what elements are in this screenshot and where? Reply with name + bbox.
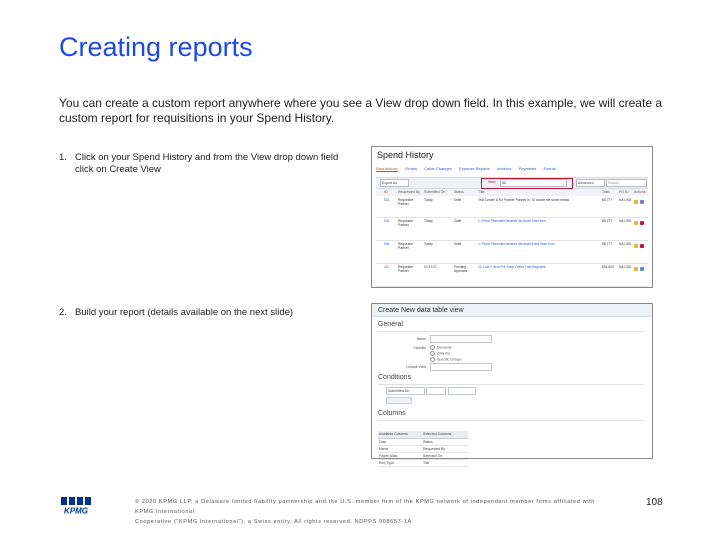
- col-po-id: PO ID: [619, 190, 629, 194]
- columns-table-header: [378, 431, 468, 439]
- row-submitted-on: Today: [424, 219, 433, 223]
- row-id[interactable]: 111: [384, 265, 390, 269]
- selected-column[interactable]: Title: [423, 461, 430, 465]
- edit-icon[interactable]: [634, 200, 638, 204]
- divider: [378, 420, 644, 421]
- columns-row[interactable]: [378, 439, 468, 446]
- delete-icon[interactable]: [640, 244, 644, 248]
- conditions-section-title: Conditions: [378, 374, 412, 381]
- search-input[interactable]: Search: [606, 179, 647, 187]
- table-row[interactable]: [376, 264, 648, 287]
- col-total: Total: [602, 190, 610, 194]
- row-po-id: NA USD: [619, 198, 632, 202]
- row-id[interactable]: 536: [384, 242, 390, 246]
- columns-table: [378, 431, 468, 467]
- tab-requisitions[interactable]: Requisitions: [376, 166, 398, 171]
- view-dropdown[interactable]: All: [500, 179, 567, 187]
- row-po-id: NA USD: [619, 219, 632, 223]
- row-id[interactable]: 532: [384, 219, 390, 223]
- visibility-label: Visibility: [413, 346, 426, 350]
- default-view-label: Default View: [406, 365, 426, 369]
- col-status: Status: [454, 190, 464, 194]
- tab-payments[interactable]: Payments: [518, 166, 537, 171]
- logo-wordmark: KPMG: [64, 506, 88, 516]
- col-id: ID: [384, 190, 388, 194]
- condition-value-select[interactable]: [448, 387, 476, 395]
- row-requested-by: Requester Partner: [398, 242, 414, 250]
- spend-history-screenshot: [371, 146, 653, 288]
- available-column[interactable]: Name: [379, 447, 389, 451]
- row-submitted-on: Today: [424, 198, 433, 202]
- available-column[interactable]: Date: [379, 440, 387, 444]
- row-po-id: NA USD: [619, 265, 632, 269]
- default-view-select[interactable]: [430, 363, 492, 371]
- copy-icon[interactable]: [640, 200, 644, 204]
- row-status: Pending Approval: [454, 265, 468, 273]
- row-title[interactable]: 1. Fixed Pessimist Iterative tile Audit Extra Start form: [478, 242, 555, 246]
- col-submitted-on: Submitted On: [424, 190, 446, 194]
- condition-field-select[interactable]: Submitted On: [386, 387, 425, 395]
- row-status: Draft: [454, 219, 462, 223]
- kpmg-logo: [60, 496, 92, 515]
- table-header: [376, 189, 648, 196]
- edit-icon[interactable]: [634, 267, 638, 271]
- row-status: Draft: [454, 242, 462, 246]
- available-columns-header: Available Columns: [379, 432, 408, 436]
- columns-section-title: Columns: [378, 410, 406, 417]
- edit-icon[interactable]: [634, 244, 638, 248]
- col-title: Title: [478, 190, 485, 194]
- tab-expense-reports[interactable]: Expense Reports: [458, 166, 490, 171]
- tab-orders[interactable]: Orders: [404, 166, 418, 171]
- row-total: $5,777: [602, 219, 613, 223]
- radio-label: Specific Groups: [437, 357, 462, 362]
- step-number: 2.: [59, 307, 67, 318]
- row-status: Draft: [454, 198, 462, 202]
- tab-invoices[interactable]: Invoices: [496, 166, 512, 171]
- table-row[interactable]: [376, 241, 648, 264]
- col-requested-by: Requested By: [398, 190, 420, 194]
- name-field[interactable]: [430, 335, 492, 343]
- create-view-title: Create New data table view: [372, 304, 652, 317]
- available-column[interactable]: Payee Alias: [379, 454, 398, 458]
- advanced-button[interactable]: Advanced: [576, 179, 605, 187]
- spend-history-title: Spend History: [377, 150, 434, 160]
- general-section-title: General: [378, 321, 403, 328]
- row-total: $51,900: [602, 265, 614, 269]
- visibility-option[interactable]: [430, 357, 462, 362]
- available-column[interactable]: Req Type: [379, 461, 394, 465]
- export-select[interactable]: Export As: [380, 179, 409, 187]
- tab-cable-changes[interactable]: Cable Changes: [424, 166, 452, 171]
- name-label: Name: [416, 337, 426, 341]
- edit-icon[interactable]: [634, 221, 638, 225]
- create-view-screenshot: [371, 303, 653, 465]
- selected-column[interactable]: Requested By: [423, 447, 445, 451]
- selected-column[interactable]: Selected On: [423, 454, 443, 458]
- step-text: Click on your Spend History and from the View drop down field click on Create View: [75, 152, 339, 175]
- table-row[interactable]: [376, 197, 648, 218]
- visibility-option[interactable]: [430, 351, 450, 356]
- step-1: [59, 152, 359, 176]
- row-title[interactable]: 11. Line 2 Item Pre Shop Offers Trial Segment: [478, 265, 546, 269]
- row-submitted-on: Today: [424, 242, 433, 246]
- legal-line: Cooperative ("KPMG International"), a Swiss entity. All rights reserved. NDPPS 908657-1A: [135, 519, 412, 525]
- legal-line: © 2020 KPMG LLP, a Delaware limited liability partnership and the U.S. member firm of the KPMG network of independent member firms affiliated with KPMG International: [135, 499, 595, 515]
- row-requested-by: Requester Partner: [398, 198, 414, 206]
- columns-row[interactable]: [378, 460, 468, 467]
- row-total: $5,777: [602, 242, 613, 246]
- intro-text: You can create a custom report anywhere where you see a View drop down field. In this example, we will create a custom report for requisitions in your Spend History.: [59, 96, 662, 125]
- columns-row[interactable]: [378, 453, 468, 460]
- selected-column[interactable]: Status: [423, 440, 433, 444]
- divider: [378, 384, 644, 385]
- row-requested-by: Requester Partner: [398, 219, 414, 227]
- divider: [378, 331, 644, 332]
- selected-columns-header: Selected Columns: [423, 432, 452, 436]
- visibility-option[interactable]: [430, 345, 452, 350]
- page-number: 108: [646, 497, 663, 508]
- delete-icon[interactable]: [640, 221, 644, 225]
- row-total: $5,777: [602, 198, 613, 202]
- step-2: [59, 307, 359, 319]
- radio-label: Only me: [437, 351, 451, 356]
- step-number: 1.: [59, 152, 67, 163]
- view-label: View: [488, 180, 496, 184]
- copy-icon[interactable]: [640, 267, 644, 271]
- add-condition-button[interactable]: [386, 397, 412, 404]
- col-actions: Actions: [634, 190, 646, 194]
- row-po-id: NA USD: [619, 242, 632, 246]
- row-title: Test Create & Ed Partner Partner in. To switch tile some extras: [478, 198, 570, 202]
- slide-title: Creating reports: [59, 32, 253, 62]
- table-row[interactable]: [376, 218, 648, 241]
- columns-row[interactable]: [378, 446, 468, 453]
- row-id[interactable]: 531: [384, 198, 390, 202]
- row-requested-by: Requester Partner: [398, 265, 414, 273]
- spend-history-toolbar: [376, 177, 648, 189]
- row-submitted-on: 07/17/17: [424, 265, 437, 269]
- legal-notice: [135, 497, 615, 527]
- step-text: Build your report (details available on the next slide): [75, 307, 294, 318]
- condition-operator-select[interactable]: [426, 387, 446, 395]
- radio-label: Everyone: [437, 345, 452, 350]
- tab-events[interactable]: Events: [543, 166, 556, 171]
- spend-history-tabs: [376, 166, 646, 174]
- row-title[interactable]: 1. Fixed Pessimist Iterative tile Audit Start form: [478, 219, 547, 223]
